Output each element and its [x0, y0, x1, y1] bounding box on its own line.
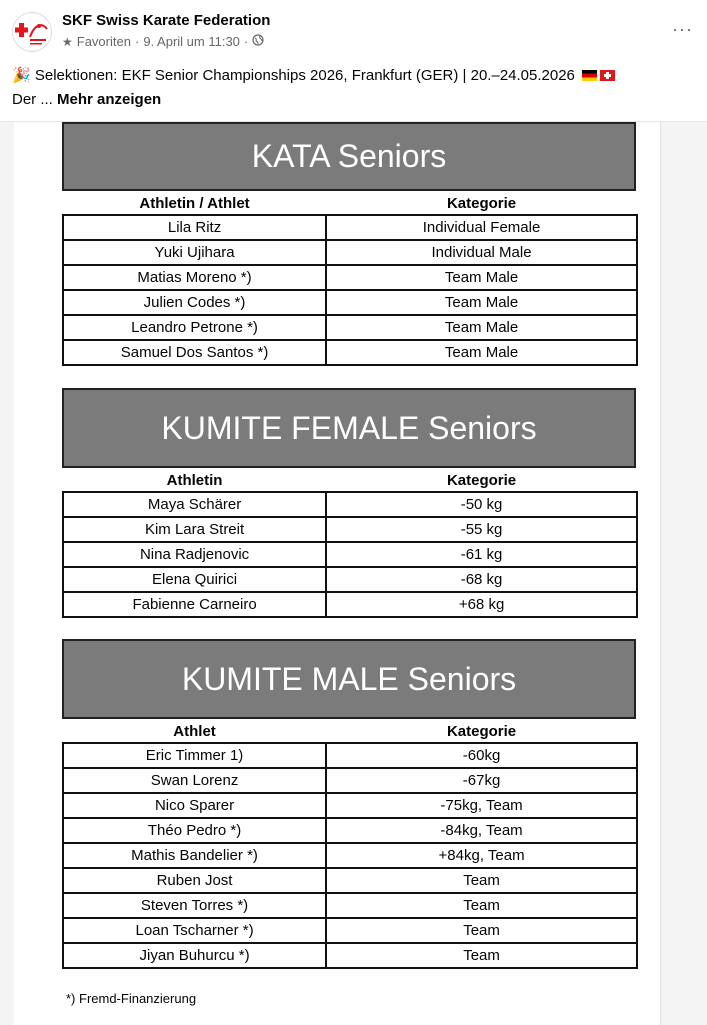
table-row: [63, 943, 637, 968]
athlete-name: Samuel Dos Santos *): [63, 340, 326, 365]
table-header-row: [63, 469, 637, 492]
table-row: [63, 340, 637, 365]
footnote: *) Fremd-Finanzierung: [66, 991, 197, 1006]
athlete-name: Mathis Bandelier *): [63, 843, 326, 868]
athlete-category: -61 kg: [326, 542, 637, 567]
germany-flag-icon: [582, 70, 597, 81]
athlete-category: -67kg: [326, 768, 637, 793]
table-row: [63, 843, 637, 868]
athlete-name: Julien Codes *): [63, 290, 326, 315]
athlete-category: -50 kg: [326, 492, 637, 517]
column-header: Athletin: [166, 471, 223, 489]
table-header-row: [63, 720, 637, 743]
athlete-name: Yuki Ujihara: [63, 240, 326, 265]
table-row: [63, 743, 637, 768]
athlete-name: Elena Quirici: [63, 567, 326, 592]
switzerland-flag-icon: [600, 70, 615, 81]
athlete-name: Kim Lara Streit: [63, 517, 326, 542]
see-more-link[interactable]: Mehr anzeigen: [57, 91, 162, 108]
globe-icon: [252, 34, 264, 49]
kata-table: [62, 192, 638, 366]
table-row: [63, 793, 637, 818]
athlete-category: -68 kg: [326, 567, 637, 592]
table-row: [63, 290, 637, 315]
kumite-female-table: [62, 469, 638, 618]
caption-text-continued: Der ...: [12, 91, 53, 108]
athlete-name: Eric Timmer 1): [63, 743, 326, 768]
athlete-name: Swan Lorenz: [63, 768, 326, 793]
athlete-category: Individual Female: [326, 215, 637, 240]
meta-separator: ·: [134, 34, 140, 49]
table-row: [63, 265, 637, 290]
table-row: [63, 868, 637, 893]
star-icon: ★: [62, 34, 73, 49]
kata-section-banner: KATA Seniors: [62, 122, 636, 191]
post-meta: [62, 34, 264, 49]
athlete-category: -55 kg: [326, 517, 637, 542]
party-popper-icon: 🎉: [12, 67, 31, 84]
athlete-category: +68 kg: [326, 592, 637, 617]
athlete-category: Team: [326, 918, 637, 943]
athlete-name: Fabienne Carneiro: [63, 592, 326, 617]
athlete-category: Team Male: [326, 315, 637, 340]
column-header: Athlet: [173, 722, 216, 740]
table-row: [63, 592, 637, 617]
page-name-link[interactable]: SKF Swiss Karate Federation: [62, 12, 271, 29]
selection-document: [14, 122, 661, 1025]
column-header: Kategorie: [446, 722, 517, 740]
post-timestamp[interactable]: 9. April um 11:30: [143, 34, 240, 49]
athlete-name: Matias Moreno *): [63, 265, 326, 290]
table-row: [63, 517, 637, 542]
column-header: Athletin / Athlet: [139, 194, 250, 212]
athlete-category: Team Male: [326, 340, 637, 365]
athlete-category: Individual Male: [326, 240, 637, 265]
table-row: [63, 893, 637, 918]
athlete-category: Team Male: [326, 265, 637, 290]
post-image[interactable]: [0, 121, 707, 1025]
athlete-name: Nina Radjenovic: [63, 542, 326, 567]
column-header: Kategorie: [446, 194, 517, 212]
athlete-name: Steven Torres *): [63, 893, 326, 918]
athlete-category: -75kg, Team: [326, 793, 637, 818]
athlete-category: Team: [326, 893, 637, 918]
athlete-name: Lila Ritz: [63, 215, 326, 240]
athlete-category: Team: [326, 868, 637, 893]
athlete-name: Jiyan Buhurcu *): [63, 943, 326, 968]
meta-separator: ·: [243, 34, 249, 49]
caption-text: Selektionen: EKF Senior Championships 2026, Frankfurt (GER) | 20.–24.05.2026: [34, 67, 575, 84]
table-header-row: [63, 192, 637, 215]
kumite-male-section-banner: KUMITE MALE Seniors: [62, 639, 636, 719]
post-caption: [12, 64, 692, 112]
skf-logo-icon[interactable]: [12, 12, 52, 52]
table-row: [63, 542, 637, 567]
table-row: [63, 918, 637, 943]
athlete-name: Nico Sparer: [63, 793, 326, 818]
athlete-category: Team: [326, 943, 637, 968]
athlete-category: +84kg, Team: [326, 843, 637, 868]
post-header: [0, 0, 707, 120]
table-row: [63, 768, 637, 793]
athlete-category: Team Male: [326, 290, 637, 315]
table-row: [63, 315, 637, 340]
table-row: [63, 215, 637, 240]
table-row: [63, 818, 637, 843]
athlete-category: -84kg, Team: [326, 818, 637, 843]
table-row: [63, 567, 637, 592]
athlete-category: -60kg: [326, 743, 637, 768]
athlete-name: Leandro Petrone *): [63, 315, 326, 340]
table-row: [63, 240, 637, 265]
table-row: [63, 492, 637, 517]
favorites-label[interactable]: Favoriten: [76, 34, 131, 49]
kumite-male-table: [62, 720, 638, 969]
athlete-name: Ruben Jost: [63, 868, 326, 893]
athlete-name: Loan Tscharner *): [63, 918, 326, 943]
kumite-female-section-banner: KUMITE FEMALE Seniors: [62, 388, 636, 468]
athlete-name: Maya Schärer: [63, 492, 326, 517]
more-options-button[interactable]: ···: [672, 19, 693, 39]
athlete-name: Théo Pedro *): [63, 818, 326, 843]
column-header: Kategorie: [446, 471, 517, 489]
